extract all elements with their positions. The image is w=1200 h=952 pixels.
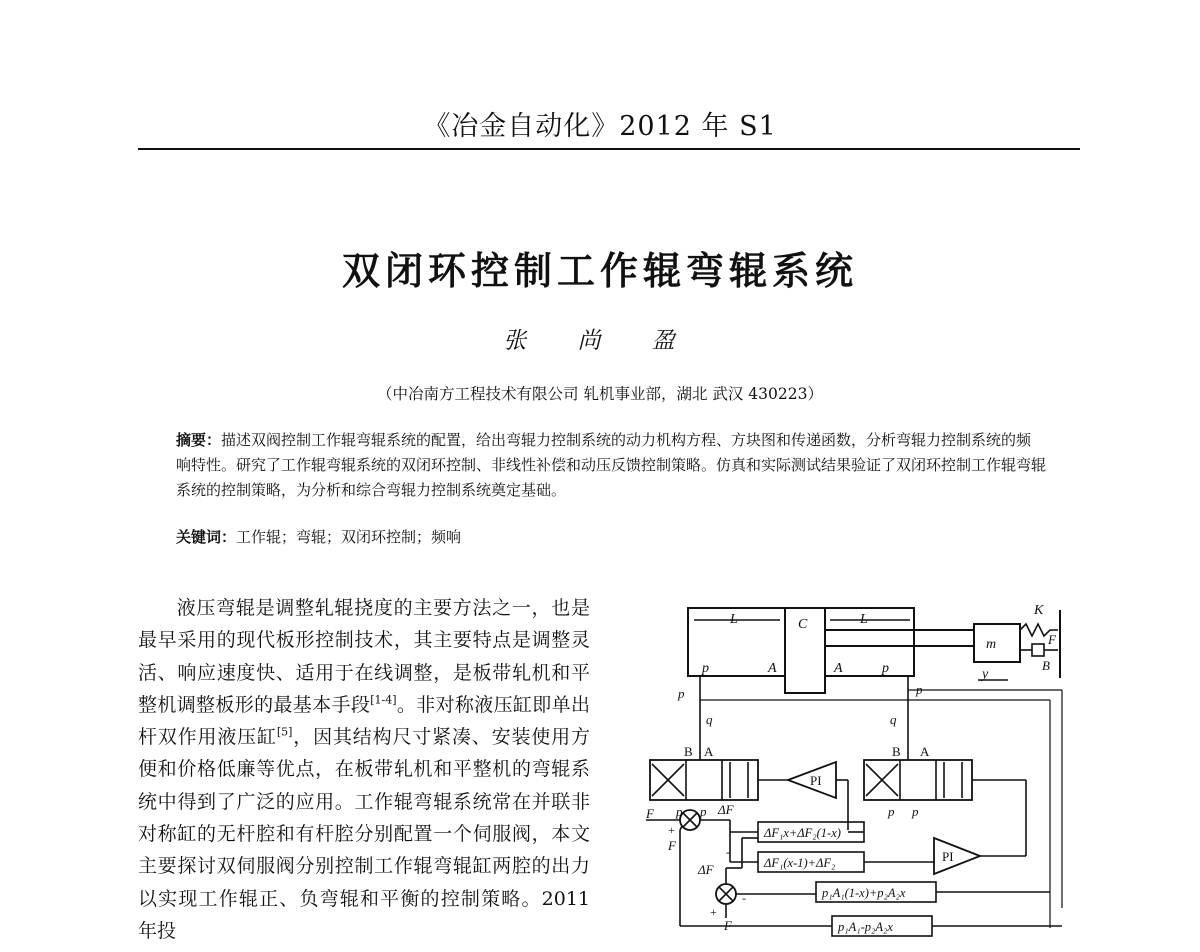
- abstract: [176, 428, 1046, 503]
- label-plus-upper: +: [668, 823, 675, 837]
- label-plus-lower: +: [710, 905, 717, 919]
- control-block-diagram: [630, 598, 1070, 952]
- label-fl: F: [1048, 632, 1056, 647]
- label-left-ps: p: [700, 804, 707, 819]
- label-left-valve-b: B: [684, 744, 693, 759]
- label-p2-chamber: p: [882, 661, 889, 676]
- label-left-pt: p: [676, 804, 683, 819]
- wire-feedback-arrow: [680, 826, 682, 830]
- keywords: [176, 526, 1046, 547]
- keywords-label: 关键词：: [176, 528, 237, 546]
- servo-valve-right: [864, 760, 972, 800]
- block-3-label: p₁A₁(1-x)+p₂A₂x: [822, 886, 906, 900]
- journal-header: 《冶金自动化》2012 年 S1: [423, 111, 777, 142]
- label-p1-chamber: p: [702, 661, 709, 676]
- paper-affiliation: （中冶南方工程技术有限公司 轧机事业部，湖北 武汉 430223）: [377, 385, 823, 403]
- label-bc: B: [1042, 658, 1050, 673]
- label-pi-upper: PI: [810, 773, 822, 788]
- label-right-pt: p: [888, 804, 895, 819]
- label-fbset: F: [646, 806, 654, 821]
- label-kl: K: [1034, 603, 1044, 618]
- body-paragraph-part2: 。非对称液压缸即单出杆双作用液压缸: [138, 693, 590, 749]
- block-4-label: p₁A₁-p₂A₂x: [838, 920, 893, 934]
- label-pi-lower: PI: [942, 849, 954, 864]
- label-delta-f2: ΔF: [698, 862, 714, 877]
- block-2-label: ΔF₁(x-1)+ΔF₂: [764, 856, 836, 870]
- mass-block: [974, 624, 1020, 662]
- paper-author: 张 尚 盈: [503, 328, 697, 354]
- block-1-label: ΔF₁x+ΔF₂(1-x): [764, 826, 841, 840]
- label-ml: m: [986, 637, 997, 652]
- body-text: [138, 592, 590, 947]
- label-right-ps: p: [912, 804, 919, 819]
- label-q2: q: [890, 712, 897, 727]
- label-p2-tap: p: [916, 682, 923, 697]
- label-minus-upper: -: [726, 845, 730, 859]
- citation-1-4: [1-4]: [370, 693, 397, 707]
- body-paragraph-part1: 液压弯辊是调整轧辊挠度的主要方法之一，也是最早采用的现代板形控制技术，其主要特点是调整灵活、响应速度快、适用于在线调整，是板带轧机和平整机调整板形的最基本手段: [138, 597, 590, 716]
- pi-controller-lower: [934, 838, 980, 874]
- label-l1-left: L: [730, 612, 738, 627]
- label-right-valve-a: A: [920, 744, 930, 759]
- label-minus-lower: -: [742, 891, 746, 905]
- abstract-label: 摘要：: [176, 431, 222, 449]
- abstract-text: 描述双阀控制工作辊弯辊系统的配置，给出弯辊力控制系统的动力机构方程、方块图和传递函数，分析弯辊力控制系统的频响特性。研究了工作辊弯辊系统的双闭环控制、非线性补偿和动压反馈控制策略。仿真和实际测试结果验证了双闭环控制工作辊弯辊系统的控制策略，为分析和综合弯辊力控制系统奠定基础。: [176, 431, 1047, 499]
- label-fback-upper: F: [668, 838, 676, 853]
- label-p1-tap: p: [678, 686, 685, 701]
- header-rule: [138, 148, 1080, 150]
- paper-title: 双闭环控制工作辊弯辊系统: [341, 249, 858, 293]
- label-a2: A: [834, 661, 843, 676]
- label-y: y: [982, 667, 989, 682]
- label-delta-f1: ΔF: [718, 802, 734, 817]
- label-q1: q: [706, 712, 713, 727]
- label-cic: C: [798, 617, 808, 632]
- label-a1: A: [768, 661, 777, 676]
- label-l1-right: L: [860, 612, 868, 627]
- label-right-valve-b: B: [892, 744, 901, 759]
- body-paragraph-part3: ，因其结构尺寸紧凑、安装使用方便和价格低廉等优点，在板带轧机和平整机的弯辊系统中得到了广泛的应用。工作辊弯辊系统常在并联非对称缸的无杆腔和有杆腔分别配置一个伺服阀，本文主要探讨双伺服阀分别控制工作辊弯辊缸两腔的出力以实现工作辊正、负弯辊和平衡的控制策略。2011 年投: [138, 726, 590, 942]
- damper-cylinder: [1032, 644, 1044, 656]
- keywords-text: 工作辊；弯辊；双闭环控制；频响: [236, 528, 462, 546]
- citation-5: [5]: [276, 725, 293, 739]
- label-left-valve-a: A: [704, 744, 714, 759]
- label-fback-lower: F: [724, 918, 732, 933]
- servo-valve-left: [650, 760, 758, 800]
